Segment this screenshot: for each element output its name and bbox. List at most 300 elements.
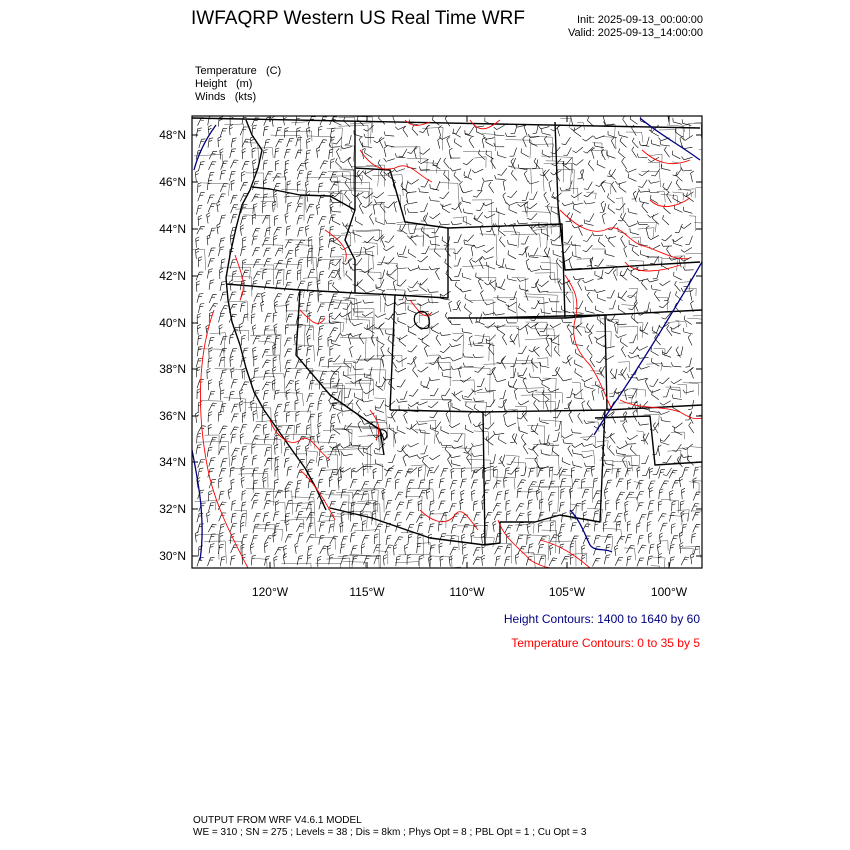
wind-barb (528, 482, 536, 490)
wind-barb (420, 429, 430, 434)
wind-barb (627, 556, 632, 566)
wind-barb (366, 367, 372, 376)
county-line (587, 193, 597, 200)
wind-barb (333, 137, 342, 144)
county-line (567, 326, 586, 333)
wind-barb (397, 252, 407, 257)
wind-barb (432, 422, 441, 429)
wind-barb (306, 204, 314, 212)
wind-barb (317, 304, 325, 312)
wind-barb (421, 246, 429, 254)
wind-barb (602, 213, 605, 224)
wind-barb (364, 290, 375, 293)
wind-barb (483, 247, 493, 252)
wind-barb (231, 368, 235, 379)
wind-barb (197, 367, 201, 377)
wind-barb (617, 445, 628, 449)
county-line (696, 187, 711, 193)
wind-barb (331, 313, 341, 320)
lon-label: 120°W (251, 585, 289, 599)
county-line (320, 322, 340, 333)
wind-barb (407, 488, 411, 498)
wind-barb (319, 513, 326, 522)
wind-barb (510, 334, 515, 345)
wind-barb (318, 457, 324, 467)
wind-barb (359, 136, 363, 147)
wind-barb (428, 402, 438, 408)
wind-barb (594, 289, 605, 292)
wind-barb (340, 502, 348, 510)
wind-barb (683, 267, 694, 271)
wind-barb (554, 400, 560, 409)
wind-barb (522, 355, 529, 364)
wind-barb (419, 490, 427, 498)
wind-barb (595, 306, 604, 313)
wind-barb (318, 556, 322, 567)
wind-barb (664, 147, 669, 158)
wind-barb (584, 468, 591, 477)
wind-barb (276, 139, 284, 147)
wind-barb (506, 500, 510, 510)
wind-barb (550, 544, 554, 555)
wind-barb (406, 512, 414, 520)
wind-barb (273, 312, 277, 322)
wind-barb (658, 501, 662, 511)
wind-barb (241, 446, 247, 455)
wind-barb (428, 289, 439, 293)
wind-barb (607, 290, 615, 298)
wind-barb (306, 150, 311, 160)
wind-barb (463, 353, 473, 357)
wind-barb (445, 446, 451, 456)
wind-barb (605, 512, 611, 521)
wind-barb (527, 203, 538, 209)
county-line (356, 359, 381, 383)
county-line (405, 496, 422, 519)
wind-barb (527, 535, 531, 545)
wind-barb (420, 149, 430, 155)
model-config: WE = 310 ; SN = 275 ; Levels = 38 ; Dis = 8km ; Phys Opt = 8 ; PBL Opt = 1 ; Cu Opt = 3 (193, 827, 587, 838)
wind-barb (252, 248, 259, 256)
wind-barb (296, 412, 300, 422)
wind-barb (675, 224, 682, 232)
wind-barb (395, 368, 406, 372)
wind-barb (328, 238, 333, 248)
county-line (369, 294, 386, 313)
wind-barb (384, 158, 395, 161)
wind-barb (493, 481, 501, 489)
wind-barb (332, 217, 340, 225)
wind-barb (593, 511, 599, 521)
county-line (349, 338, 378, 358)
wind-barb (439, 221, 450, 225)
wind-barb (587, 292, 592, 303)
wind-barb (561, 489, 565, 499)
wind-barb (362, 312, 373, 317)
wind-barb (660, 523, 667, 532)
wind-barb (612, 182, 617, 193)
wind-barb (296, 204, 303, 212)
wind-barb (252, 456, 257, 466)
wind-barb (464, 235, 474, 242)
wind-barb (209, 248, 216, 257)
county-line (463, 151, 492, 169)
wind-barb (221, 161, 228, 170)
lat-label: 44°N (159, 222, 186, 236)
wind-barb (516, 513, 524, 521)
wind-barb (221, 370, 227, 379)
wind-barb (561, 556, 569, 564)
wind-barb (581, 478, 585, 488)
wind-barb (623, 422, 627, 433)
wind-barb (220, 348, 227, 356)
county-line (531, 329, 555, 340)
wind-barb (419, 467, 423, 478)
wind-barb (407, 357, 416, 364)
wind-barb (582, 455, 593, 458)
wind-barb (197, 314, 201, 324)
wind-barb (451, 221, 462, 225)
wind-barb (296, 424, 301, 434)
wind-barb (416, 515, 424, 523)
wind-barb (404, 412, 408, 423)
wind-barb (692, 512, 700, 520)
wind-barb (681, 511, 684, 522)
wind-barb (243, 456, 248, 466)
wind-barb (252, 303, 256, 313)
wind-barb (451, 524, 457, 533)
wind-barb (538, 126, 549, 129)
wind-barb (330, 159, 334, 169)
wind-barb (286, 412, 290, 423)
wind-barb (418, 500, 422, 511)
wind-barb (207, 368, 211, 379)
wind-barb (320, 546, 328, 554)
wind-barb (482, 490, 489, 498)
wind-barb (274, 435, 279, 445)
wind-barb (374, 556, 381, 565)
county-line (688, 123, 702, 138)
wind-barb (454, 392, 461, 402)
wind-barb (608, 194, 615, 203)
wind-barb (638, 355, 649, 359)
wind-barb (486, 436, 493, 445)
wind-barb (331, 182, 339, 190)
county-line (546, 161, 564, 183)
wind-barb (433, 181, 441, 189)
wind-barb (275, 457, 279, 467)
wind-barb (648, 501, 654, 510)
wind-barb (231, 180, 235, 191)
wind-barb (529, 192, 537, 200)
wind-barb (691, 533, 695, 543)
wind-barb (450, 277, 460, 281)
wind-barb (643, 137, 650, 146)
county-line (445, 535, 459, 550)
wind-barb (526, 390, 537, 393)
wind-barb (330, 328, 338, 336)
wind-barb (362, 535, 370, 543)
wind-barb (508, 305, 516, 313)
lat-label: 36°N (159, 409, 186, 423)
county-line (648, 162, 660, 168)
wind-barb (361, 482, 369, 490)
wind-barb (343, 302, 351, 310)
wind-barb (363, 170, 374, 174)
wind-barb (672, 480, 680, 488)
wind-barb (694, 467, 700, 476)
wind-barb (637, 503, 644, 512)
wind-barb (507, 275, 516, 281)
wind-barb (593, 558, 601, 566)
wind-barb (220, 149, 224, 160)
wind-barb (379, 269, 385, 278)
wind-barb (220, 557, 225, 567)
wind-barb (446, 270, 452, 280)
wind-barb (517, 488, 522, 498)
wind-barb (348, 333, 351, 344)
nevada-utah-line (355, 293, 395, 410)
wind-barb (650, 195, 658, 204)
wind-barb (583, 136, 594, 141)
wind-barb (523, 443, 528, 454)
wind-barb (345, 180, 350, 191)
wind-barb (667, 325, 672, 336)
county-line (603, 137, 616, 149)
wind-barb (319, 172, 327, 180)
county-line (567, 188, 578, 201)
wind-barb (689, 422, 694, 433)
wind-barb (363, 300, 374, 304)
valid-time: Valid: 2025-09-13_14:00:00 (568, 27, 703, 39)
wind-barb (452, 403, 460, 410)
wind-barb (429, 524, 435, 533)
wind-barb (361, 544, 365, 555)
wind-barb (486, 138, 494, 146)
wind-barb (472, 490, 476, 501)
wind-barb (275, 160, 279, 170)
wind-barb (232, 271, 237, 281)
wind-barb (629, 334, 636, 342)
wind-barb (297, 171, 304, 180)
wind-barb (629, 461, 639, 466)
wind-barb (544, 136, 548, 147)
wind-barb (284, 338, 291, 346)
wind-barb (681, 167, 692, 171)
wind-barb (319, 535, 325, 545)
wind-barb (286, 488, 290, 499)
wind-barb (275, 404, 282, 413)
wind-barb (626, 223, 637, 226)
wind-barb (558, 279, 561, 290)
county-line (233, 281, 244, 291)
wind-barb (506, 319, 517, 323)
field-name: Height (195, 78, 227, 90)
wind-barb (649, 468, 653, 479)
wind-barb (672, 328, 681, 334)
wind-barb (253, 228, 261, 236)
wind-barb (542, 380, 550, 388)
county-line (521, 168, 545, 191)
wind-barb (408, 327, 416, 335)
wind-barb (297, 556, 303, 565)
county-line (592, 143, 602, 157)
wind-barb (430, 240, 440, 245)
wind-barb (598, 270, 604, 280)
county-line (482, 134, 496, 151)
wind-barb (449, 301, 452, 312)
wind-barb (264, 281, 271, 290)
wind-barb (440, 192, 450, 199)
wind-barb (620, 137, 627, 147)
wind-barb (469, 137, 474, 148)
wind-barb (637, 221, 648, 225)
wind-barb (680, 543, 684, 554)
wind-barb (350, 301, 361, 304)
wind-barb (253, 260, 261, 268)
county-line (224, 301, 248, 321)
wind-barb (220, 282, 226, 291)
wind-barb (330, 536, 338, 544)
wind-barb (198, 193, 205, 202)
wind-barb (386, 535, 391, 545)
wind-barb (196, 281, 200, 292)
wind-barb (265, 492, 272, 501)
wind-barb (671, 536, 678, 544)
wind-barb (605, 250, 614, 256)
wind-barb (641, 280, 647, 290)
wind-barb (490, 454, 496, 464)
wind-barb (550, 467, 554, 477)
wind-barb (375, 406, 384, 413)
wind-barb (242, 148, 246, 159)
wind-barb (273, 532, 277, 543)
wind-barb (504, 477, 508, 488)
wind-barb (296, 503, 302, 512)
wind-barb (551, 235, 561, 241)
wind-barb (538, 522, 542, 532)
wind-barb (265, 314, 272, 323)
wind-barb (384, 146, 387, 157)
wind-barb (573, 503, 582, 511)
wind-barb (447, 137, 450, 148)
wind-barb (264, 139, 270, 148)
wind-barb (538, 480, 545, 489)
wind-barb (220, 434, 226, 443)
wind-barb (318, 126, 322, 136)
wind-barb (530, 248, 538, 256)
wind-barb (604, 555, 610, 564)
wind-barb (440, 332, 451, 336)
wind-barb (274, 556, 278, 567)
wind-barb (295, 150, 302, 159)
wind-barb (208, 358, 212, 368)
county-line (689, 482, 699, 494)
wind-barb (549, 298, 559, 302)
wind-barb (683, 328, 692, 334)
county-line (396, 222, 409, 234)
wind-barb (351, 523, 358, 531)
wind-barb (407, 454, 418, 457)
wind-barb (263, 160, 268, 170)
wind-barb (597, 294, 606, 301)
wind-barb (340, 333, 351, 336)
temperature-contour-note: Temperature Contours: 0 to 35 by 5 (511, 636, 700, 650)
wind-barb (308, 546, 313, 556)
wind-barb (573, 461, 582, 467)
county-line (353, 230, 380, 239)
wind-barb (518, 164, 528, 170)
county-line (397, 225, 424, 247)
wind-barb (642, 203, 648, 213)
wind-barb (528, 181, 539, 184)
wind-barb (230, 427, 238, 435)
wind-barb (463, 363, 473, 367)
wind-barb (649, 487, 653, 498)
wind-barb (461, 190, 472, 193)
county-line (258, 568, 282, 579)
wind-barb (686, 358, 692, 367)
wind-barb (317, 147, 321, 158)
wind-barb (604, 469, 611, 477)
wind-barb (593, 491, 601, 499)
wind-barb (593, 136, 604, 139)
wind-barb (197, 205, 203, 214)
wind-barb (573, 311, 584, 315)
wind-barb (364, 134, 374, 138)
wind-barb (493, 503, 501, 511)
wind-barb (563, 161, 570, 170)
wind-barb (613, 269, 617, 280)
wind-barb (647, 522, 651, 532)
wind-barb (569, 257, 572, 268)
wind-barb (228, 488, 232, 499)
wind-barb (536, 489, 540, 500)
wind-barb (570, 554, 574, 565)
wind-barb (499, 390, 505, 399)
wind-barb (540, 266, 550, 270)
wind-barb (485, 323, 495, 329)
wind-barb (286, 193, 290, 203)
wind-barb (463, 217, 471, 225)
wind-barb (451, 460, 460, 466)
wind-barb (543, 248, 550, 257)
wind-barb (499, 258, 505, 268)
wind-barb (619, 183, 626, 192)
wind-barb (566, 292, 571, 303)
wind-barb (329, 280, 333, 290)
wind-barb (383, 555, 387, 566)
wind-barb (385, 220, 395, 224)
wind-barb (408, 534, 413, 544)
wind-barb (675, 128, 682, 137)
wind-barb (423, 379, 430, 387)
wind-barb (514, 389, 517, 400)
county-line (531, 487, 559, 512)
wind-barb (403, 455, 406, 466)
wind-barb (221, 390, 225, 401)
wind-barb (598, 237, 605, 247)
wind-barb (197, 324, 201, 335)
wind-barb (208, 116, 214, 126)
wind-barb (506, 302, 517, 307)
wind-barb (591, 148, 594, 159)
wind-barb (407, 500, 413, 509)
wind-barb (359, 379, 362, 390)
wind-barb (571, 536, 579, 544)
wind-barb (550, 323, 561, 327)
wind-barb (396, 556, 401, 566)
